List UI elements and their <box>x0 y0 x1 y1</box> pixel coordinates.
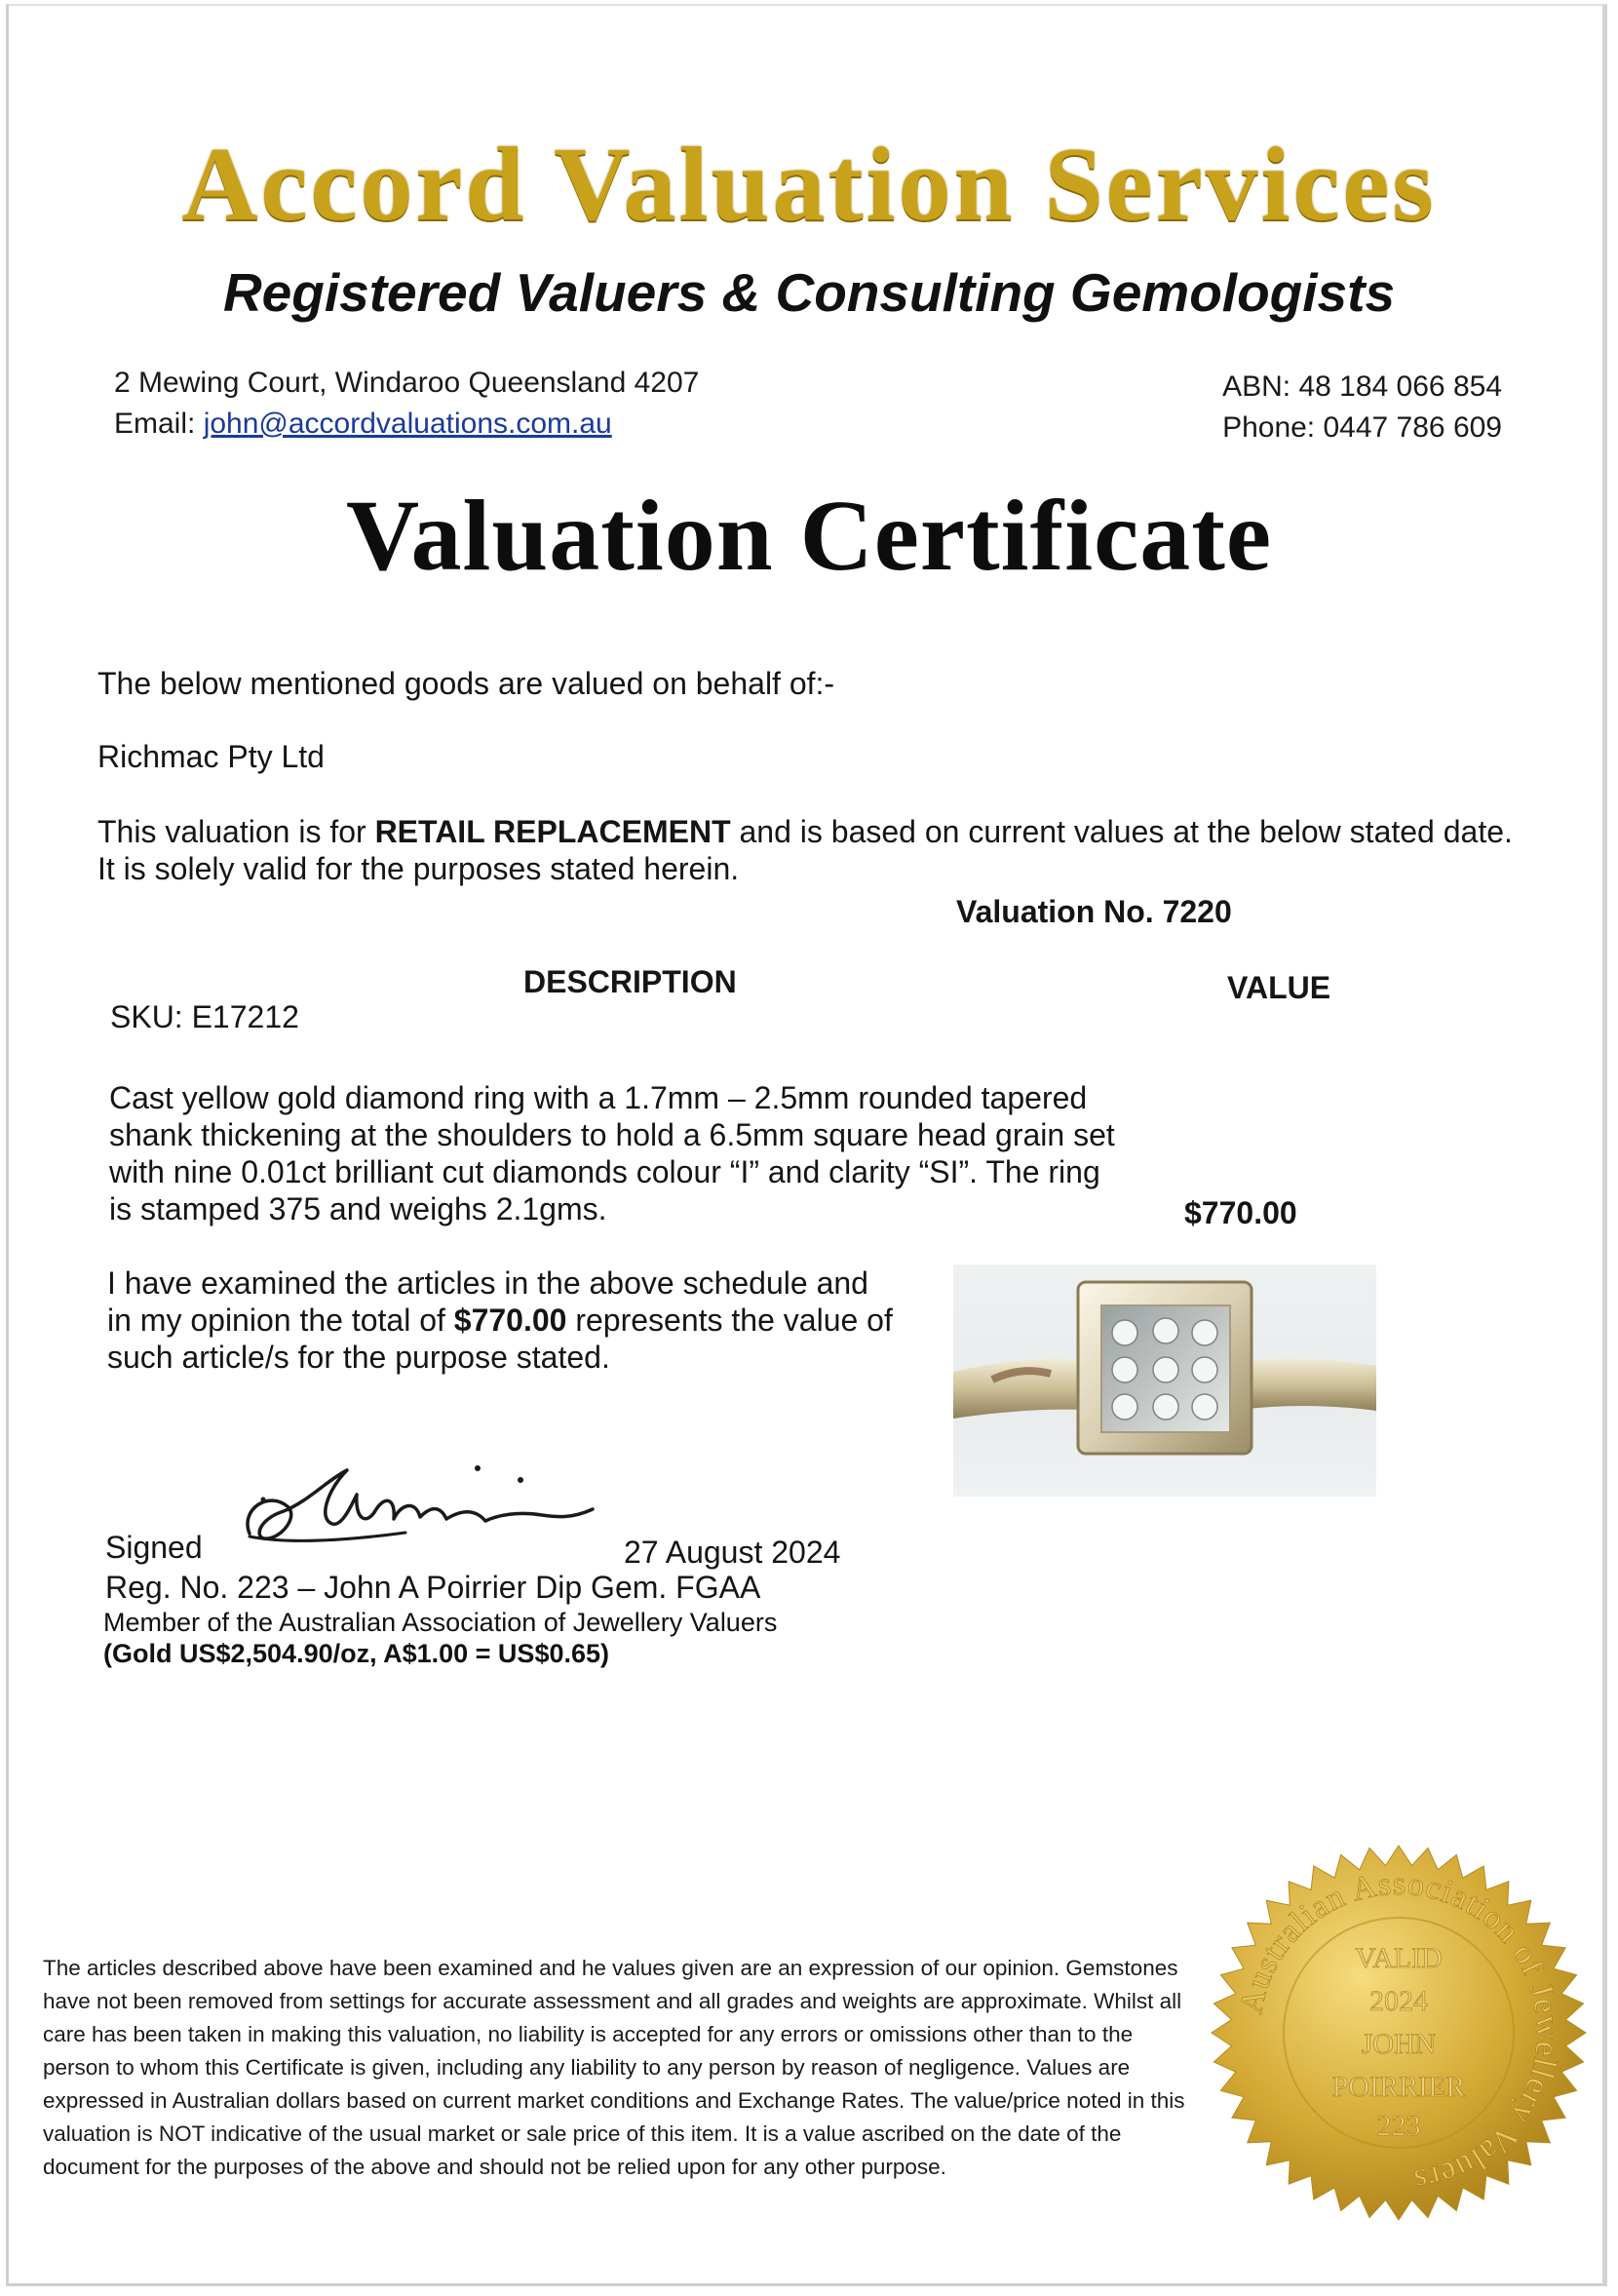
purpose-pre: This valuation is for <box>97 814 375 849</box>
opinion-line-1: I have examined the articles in the above schedule and <box>107 1265 868 1301</box>
item-value: $770.00 <box>1184 1195 1297 1230</box>
description-header: DESCRIPTION <box>523 964 737 999</box>
purpose-type: RETAIL REPLACEMENT <box>374 814 731 849</box>
valuation-number: Valuation No. 7220 <box>956 894 1232 929</box>
company-name: Accord Valuation Services <box>181 127 1437 243</box>
phone: Phone: 0447 786 609 <box>1222 411 1502 444</box>
disclaimer: The articles described above have been examined and he values given are an expression of our opinion. Gemstones have not been removed from settings for accurate assessment and all grades and weights are approximate. Whilst all care has been taken in making this valuation, no liability is accepted for any errors or omissions other than to the person to whom this Certificate is given, including any liability to any person by reason of negligence. Values are expressed in Australian dollars based on current market conditions and Exchange Rates. The value/price noted in this valuation is NOT indicative of the usual market or sale price of this item. It is a value ascribed on the date of the document for the purposes of the above and should not be relied upon for any other purpose. <box>43 1956 1185 2179</box>
opinion-line-2-post: represents the value of <box>566 1303 893 1338</box>
registration-line: Reg. No. 223 – John A Poirrier Dip Gem. FGAA <box>105 1570 761 1605</box>
item-description-line-3: with nine 0.01ct brilliant cut diamonds colour “I” and clarity “SI”. The ring <box>109 1154 1100 1189</box>
seal-line-first-name: JOHN <box>1361 2028 1437 2060</box>
email-line <box>114 408 612 441</box>
membership-line: Member of the Australian Association of Jewellery Valuers <box>103 1608 778 1637</box>
seal-line-year: 2024 <box>1369 1985 1428 2017</box>
signature-date: 27 August 2024 <box>624 1535 841 1570</box>
intro-text: The below mentioned goods are valued on behalf of:- <box>97 666 835 701</box>
handwritten-signature <box>230 1451 620 1568</box>
certificate-title: Valuation Certificate <box>345 480 1273 592</box>
item-description-line-1: Cast yellow gold diamond ring with a 1.7mm – 2.5mm rounded tapered <box>109 1080 1088 1115</box>
signed-label: Signed <box>105 1530 203 1565</box>
seal-ring-text: Australian Association of Jewellery Valuers <box>1233 1865 1566 2199</box>
seal-line-number: 223 <box>1376 2110 1421 2142</box>
abn: ABN: 48 184 066 854 <box>1222 370 1502 403</box>
opinion-total-value: $770.00 <box>453 1303 567 1338</box>
purpose-paragraph <box>97 813 1530 887</box>
seal-line-valid: VALID <box>1355 1942 1443 1974</box>
opinion-line-2-pre: in my opinion the total of <box>107 1303 454 1338</box>
ring-photo <box>953 1265 1376 1497</box>
seal-line-surname: POIRRIER <box>1331 2071 1466 2103</box>
sku: SKU: E17212 <box>110 999 299 1034</box>
address: 2 Mewing Court, Windaroo Queensland 4207 <box>114 367 700 399</box>
gold-seal <box>1209 1843 1589 2223</box>
company-tagline: Registered Valuers & Consulting Gemologists <box>222 262 1396 323</box>
purpose-post: and is based on current values at the below stated date. It is solely valid for the purposes stated herein. <box>97 814 1513 886</box>
item-description-line-4: is stamped 375 and weighs 2.1gms. <box>109 1191 607 1226</box>
opinion-line-2 <box>107 1302 893 1339</box>
email-label: Email: <box>114 408 196 440</box>
item-description-line-2: shank thickening at the shoulders to hold a 6.5mm square head grain set <box>109 1117 1115 1152</box>
client-name: Richmac Pty Ltd <box>97 739 325 774</box>
value-header: VALUE <box>1227 970 1331 1005</box>
email-link[interactable]: john@accordvaluations.com.au <box>203 408 612 440</box>
exchange-rates: (Gold US$2,504.90/oz, A$1.00 = US$0.65) <box>103 1639 609 1668</box>
opinion-line-3: such article/s for the purpose stated. <box>107 1340 610 1375</box>
